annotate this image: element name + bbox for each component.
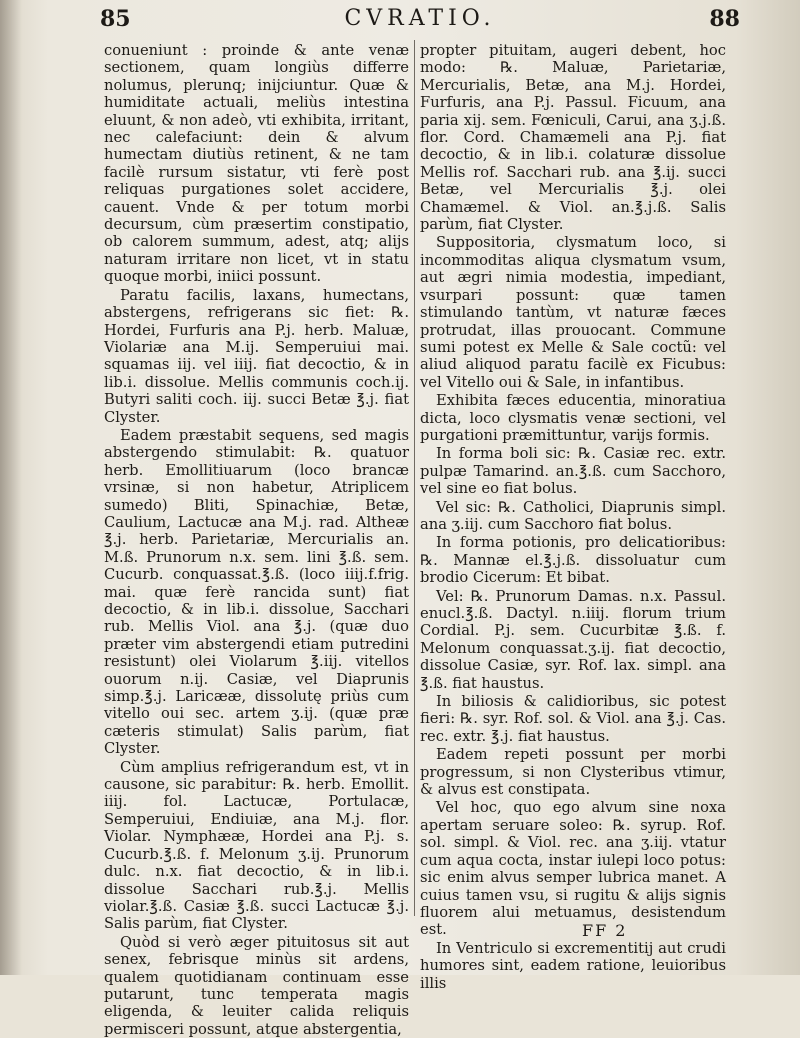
right-column — [420, 42, 726, 992]
signature-mark: FF 2 — [582, 921, 628, 940]
paragraph: Paratu facilis, laxans, humectans, abstergens, refrigerans sic fiet: ℞. Hordei, Furfuris ana P.j. herb. Maluæ, Violariæ ana M.ij. Semperuiui mai. squamas iij. vel iiij. fiat decoctio, & in lib.i. dissolue. Mellis communis coch.ij. Butyri saliti coch. iij. succi Betæ ℥.j. fiat Clyster. — [104, 286, 409, 426]
gutter-shadow — [0, 0, 22, 975]
paragraph: In forma potionis, pro delicatioribus: ℞. Mannæ el.℥.j.ß. dissoluatur cum brodio Cicerum: Et bibat. — [420, 534, 726, 587]
paragraph: Vel: ℞. Prunorum Damas. n.x. Passul. enucl.℥.ß. Dactyl. n.iiij. florum trium Cordial. P.j. sem. Cucurbitæ ℥.ß. f. Melonum conquassat.ʒ.ij. fiat decoctio, dissolue Casiæ, syr. Rof. lax. simpl. ana ℥.ß. fiat haustus. — [420, 587, 726, 692]
paragraph: Vel sic: ℞. Catholici, Diaprunis simpl. ana ʒ.iij. cum Sacchoro fiat bolus. — [420, 498, 726, 533]
paragraph: Cùm amplius refrigerandum est, vt in causone, sic parabitur: ℞. herb. Emollit. iiij. fol. Lactucæ, Portulacæ, Semperuiui, Endiuiæ, ana M.j. flor. Violar. Nymphææ, Hordei ana P.j. s. Cucurb.℥.ß. f. Melonum ʒ.ij. Prunorum dulc. n.x. fiat decoctio, & in lib.i. dissolue Sacchari rub.℥.j. Mellis violar.℥.ß. Casiæ ℥.ß. succi Lactucæ ℥.j. Salis parùm, fiat Clyster. — [104, 758, 409, 933]
page-number-right: 88 — [709, 6, 740, 32]
paragraph: Exhibita fæces educentia, minoratiua dicta, loco clysmatis venæ sectioni, vel purgationi præmittuntur, varijs formis. — [420, 392, 726, 444]
paragraph: Quòd si verò æger pituitosus sit aut senex, febrisque minùs sit ardens, qualem quotidianam continuam esse putarunt, tunc temperata magis eligenda, & leuiter calida reliquis permisceri possunt, atque abstergentia, — [104, 933, 409, 1038]
running-header — [100, 6, 740, 34]
page-number-left: 85 — [100, 6, 131, 32]
paragraph: In biliosis & calidioribus, sic potest fieri: ℞. syr. Rof. sol. & Viol. ana ℥.j. Cas. rec. extr. ℥.j. fiat haustus. — [420, 693, 726, 745]
paragraph: Vel hoc, quo ego alvum sine noxa apertam seruare soleo: ℞. syrup. Rof. sol. simpl. & Viol. rec. ana ʒ.iij. vtatur cum aqua cocta, instar iulepi loco potus: sic enim alvus semper lubrica manet. A cuius tamen vsu, si rugitu & alijs signis fluorem alui metuamus, desistendum est. — [420, 799, 726, 939]
paragraph: Eadem præstabit sequens, sed magis abstergendo stimulabit: ℞. quatuor herb. Emollitiuarum (loco brancæ vrsinæ, si non habetur, Atriplicem sumedo) Bliti, Spinachiæ, Betæ, Caulium, Lactucæ ana M.j. rad. Altheæ ℥.j. herb. Parietariæ, Mercurialis an. M.ß. Prunorum n.x. sem. lini ℥.ß. sem. Cucurb. conquassat.℥.ß. (loco iiij.f.frig. mai. quæ ferè rancida sunt) fiat decoctio, & in lib.i. dissolue, Sacchari rub. Mellis Viol. ana ℥.j. (quæ duo præter vim abstergendi etiam putredini resistunt) olei Violarum ℥.iij. vitellos ouorum n.ij. Casiæ, vel Diaprunis simp.℥.j. Laricææ, dissolutę priùs cum vitello oui sec. artem ʒ.ij. (quæ præ cæteris stimulat) Salis parùm, fiat Clyster. — [104, 426, 409, 758]
paragraph: conueniunt : proinde & ante venæ sectionem, quam longiùs differre nolumus, plerunq; inijciuntur. Quæ & humiditate actuali, meliùs intestina eluunt, & non adeò, vti exhibita, irritant, nec calefaciunt: dein & alvum humectam diutiùs retinent, & ne tam facilè rursum sistatur, vti ferè post reliquas purgationes solet accidere, cauent. Vnde & per totum morbi decursum, cùm præsertim constipatio, ob calorem summum, adest, atq; alijs naturam irritare non licet, vt in statu quoque morbi, iniici possunt. — [104, 42, 409, 286]
paragraph: In Ventriculo si excrementitij aut crudi humores sint, eadem ratione, leuioribus illis — [420, 939, 726, 992]
paragraph: propter pituitam, augeri debent, hoc modo: ℞. Maluæ, Parietariæ, Mercurialis, Betæ, ana M.j. Hordei, Furfuris, ana P.j. Passul. Ficuum, ana paria xij. sem. Fœniculi, Carui, ana ʒ.j.ß. flor. Cord. Chamæmeli ana P.j. fiat decoctio, & in lib.i. colaturæ dissolue Mellis rof. Sacchari rub. ana ℥.ij. succi Betæ, vel Mercurialis ℥.j. olei Chamæmel. & Viol. an.℥.j.ß. Salis parùm, fiat Clyster. — [420, 42, 726, 234]
paragraph: Suppositoria, clysmatum loco, si incommoditas aliqua clysmatum vsum, aut ægri nimia modestia, impediant, vsurpari possunt: quæ tamen stimulando tantùm, vt naturæ fæces protrudat, illas prouocant. Commune sumi potest ex Melle & Sale coctũ: vel aliud aliquod paratu facilè ex Ficubus: vel Vitello oui & Sale, in infantibus. — [420, 234, 726, 391]
paragraph: In forma boli sic: ℞. Casiæ rec. extr. pulpæ Tamarind. an.℥.ß. cum Sacchoro, vel sine eo fiat bolus. — [420, 445, 726, 498]
paragraph: Eadem repeti possunt per morbi progressum, si non Clysteribus vtimur, & alvus est constipata. — [420, 746, 726, 799]
column-rule — [414, 40, 415, 916]
running-title: CVRATIO. — [344, 6, 496, 31]
left-column — [104, 42, 409, 1038]
